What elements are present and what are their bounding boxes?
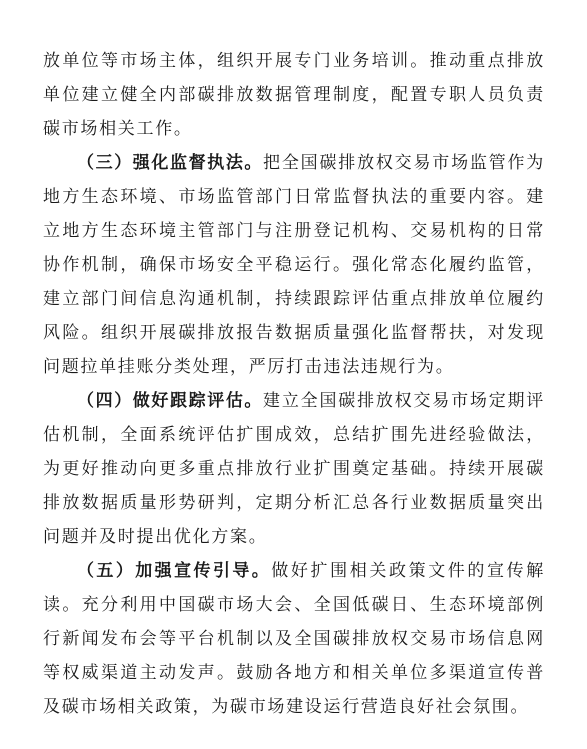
section-heading-evaluation: （四）做好跟踪评估。 [77, 391, 264, 411]
section-heading-publicity: （五）加强宣传引导。 [77, 561, 272, 581]
paragraph-evaluation [43, 384, 545, 554]
paragraph-text: 建立全国碳排放权交易市场定期评估机制，全面系统评估扩围成效，总结扩围先进经验做法，为更好推动向更多重点排放行业扩围奠定基础。持续开展碳排放数据质量形势研判，定期分析汇总各行业数据质量突出问题并及时提出优化方案。 [43, 391, 546, 547]
paragraph-continued [43, 44, 545, 146]
paragraph-publicity [43, 554, 545, 724]
paragraph-text: 把全国碳排放权交易市场监管作为地方生态环境、市场监管部门日常监督执法的重要内容。建立地方生态环境主管部门与注册登记机构、交易机构的日常协作机制，确保市场安全平稳运行。强化常态化履约监管，建立部门间信息沟通机制，持续跟踪评估重点排放单位履约风险。组织开展碳排放报告数据质量强化监督帮扶，对发现问题拉单挂账分类处理，严厉打击违法违规行为。 [43, 153, 546, 377]
paragraph-text: 做好扩围相关政策文件的宣传解读。充分利用中国碳市场大会、全国低碳日、生态环境部例行新闻发布会等平台机制以及全国碳排放权交易市场信息网等权威渠道主动发声。鼓励各地方和相关单位多渠道宣传普及碳市场相关政策，为碳市场建设运行营造良好社会氛围。 [43, 561, 545, 717]
paragraph-supervision [43, 146, 545, 384]
document-page [43, 44, 545, 724]
section-heading-supervision: （三）强化监督执法。 [77, 153, 264, 173]
paragraph-text: 放单位等市场主体，组织开展专门业务培训。推动重点排放单位建立健全内部碳排放数据管理制度，配置专职人员负责碳市场相关工作。 [43, 51, 545, 139]
